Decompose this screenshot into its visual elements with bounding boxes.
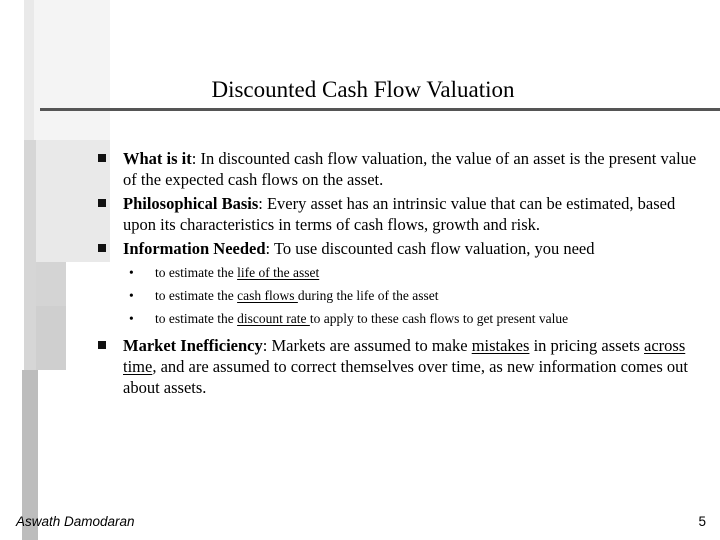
title-rule — [40, 108, 720, 111]
bullet-list — [98, 148, 698, 398]
bullet-text: in pricing assets — [529, 336, 645, 355]
underlined-mistakes: mistakes — [471, 336, 530, 355]
sub-text: to estimate the — [155, 311, 238, 326]
sub-text: to estimate the — [155, 288, 238, 303]
sub-underlined: discount rate — [237, 311, 310, 326]
bullet-term: Information Needed — [123, 239, 266, 258]
sub-text: during the life of the asset — [297, 288, 439, 303]
bullet-what-is-it — [98, 148, 698, 190]
decor-bar-long2 — [24, 140, 36, 370]
decor-bar-mid2 — [32, 306, 66, 370]
bullet-philosophical-basis — [98, 193, 698, 235]
dot-bullet-icon: • — [129, 288, 134, 303]
bullet-information-needed — [98, 238, 698, 259]
square-bullet-icon — [98, 154, 106, 162]
square-bullet-icon — [98, 199, 106, 207]
dot-bullet-icon: • — [129, 265, 134, 280]
bullet-text: : To use discounted cash flow valuation, you need — [265, 239, 595, 258]
sub-underlined: life of the asset — [237, 265, 320, 280]
page-number: 5 — [698, 514, 706, 529]
bullet-text: : Every asset has an intrinsic value that can be estimated, based upon its characteristics in terms of cash flows, growth and risk. — [123, 194, 676, 234]
underlined-across-time: across time — [123, 336, 686, 376]
bullet-text: : In discounted cash flow valuation, the value of an asset is the present value of the expected cash flows on the asset. — [123, 149, 697, 189]
bullet-market-inefficiency — [98, 335, 698, 398]
dot-bullet-icon: • — [129, 311, 134, 326]
footer-author: Aswath Damodaran — [16, 514, 135, 529]
sub-text: to apply to these cash flows to get present value — [309, 311, 569, 326]
square-bullet-icon — [98, 341, 106, 349]
sub-text: to estimate the — [155, 265, 238, 280]
sub-bullet-life — [98, 261, 698, 284]
bullet-text: , and are assumed to correct themselves over time, as new information comes out about assets. — [123, 357, 688, 397]
bullet-term: What is it — [123, 149, 192, 168]
slide-title: Discounted Cash Flow Valuation — [211, 77, 515, 102]
square-bullet-icon — [98, 244, 106, 252]
sub-underlined: cash flows — [237, 288, 298, 303]
bullet-text: : Markets are assumed to make — [262, 336, 472, 355]
decor-bar-top-light — [34, 0, 110, 140]
bullet-term: Philosophical Basis — [123, 194, 259, 213]
bullet-term: Market Inefficiency — [123, 336, 263, 355]
sub-bullet-discount-rate — [98, 307, 698, 330]
sub-bullet-cash-flows — [98, 284, 698, 307]
